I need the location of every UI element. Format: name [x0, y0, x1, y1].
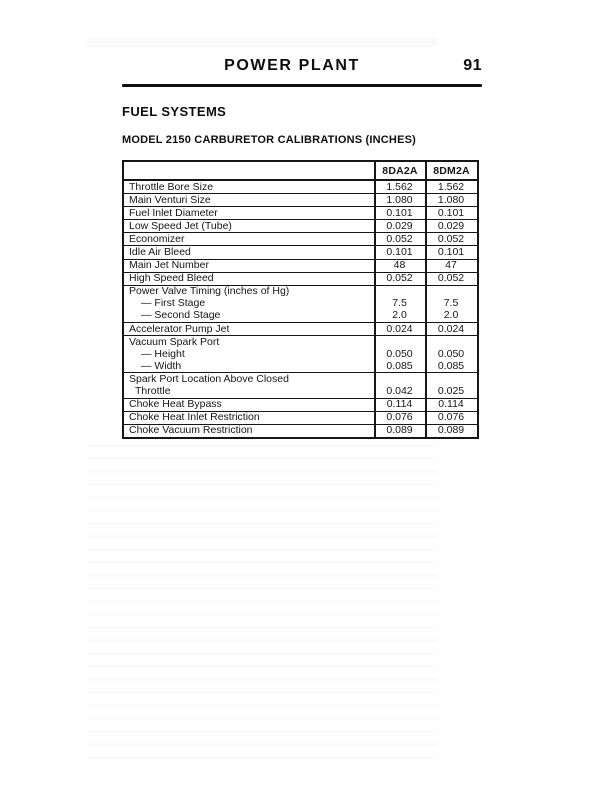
row-label: — Width — [141, 360, 182, 372]
table-header-col-8dm2a: 8DM2A — [426, 161, 478, 180]
table-row — [123, 285, 478, 298]
row-value: 0.050 — [375, 348, 426, 360]
row-label: High Speed Bleed — [123, 272, 375, 285]
table-row — [123, 259, 478, 272]
table-row — [123, 180, 478, 194]
row-label: Choke Vacuum Restriction — [123, 424, 375, 438]
table-header-col-8da2a: 8DA2A — [375, 161, 426, 180]
table-row — [123, 298, 478, 310]
row-value: 0.024 — [426, 323, 478, 336]
row-label: — Second Stage — [141, 309, 221, 322]
row-value: 0.101 — [375, 246, 426, 259]
row-value: 1.080 — [375, 194, 426, 207]
table-row — [123, 424, 478, 438]
row-value: 0.052 — [375, 233, 426, 246]
row-value: 0.085 — [426, 360, 478, 373]
row-value: 0.101 — [426, 246, 478, 259]
calibration-table-wrap — [122, 160, 479, 439]
running-header-title: POWER PLANT — [224, 57, 360, 74]
row-label: Fuel Inlet Diameter — [123, 207, 375, 220]
row-label: Economizer — [123, 233, 375, 246]
row-value: 0.101 — [375, 207, 426, 220]
row-value: 0.101 — [426, 207, 478, 220]
table-row — [123, 207, 478, 220]
row-value: 1.562 — [426, 180, 478, 194]
table-row — [123, 373, 478, 386]
row-value: 0.076 — [426, 411, 478, 424]
row-label: — Height — [141, 348, 185, 360]
scan-artifact-streaks — [87, 444, 437, 760]
row-value: 0.085 — [375, 360, 426, 373]
table-row — [123, 386, 478, 399]
row-label: Accelerator Pump Jet — [123, 323, 375, 336]
row-value — [375, 373, 426, 386]
row-value: 0.052 — [375, 272, 426, 285]
table-title: MODEL 2150 CARBURETOR CALIBRATIONS (INCHES) — [122, 134, 417, 146]
row-value: 7.5 — [375, 298, 426, 310]
row-label: Throttle — [135, 385, 171, 398]
row-value: 0.025 — [426, 386, 478, 399]
row-value: 0.029 — [426, 220, 478, 233]
row-value — [426, 336, 478, 349]
table-header-row — [123, 161, 478, 180]
header-rule — [122, 84, 482, 87]
table-row — [123, 323, 478, 336]
row-label: Main Venturi Size — [123, 194, 375, 207]
table-row — [123, 336, 478, 349]
row-value: 0.042 — [375, 386, 426, 399]
row-label: Idle Air Bleed — [123, 246, 375, 259]
row-value: 0.052 — [426, 233, 478, 246]
row-label: Low Speed Jet (Tube) — [123, 220, 375, 233]
table-row — [123, 233, 478, 246]
table-row — [123, 272, 478, 285]
row-value: 7.5 — [426, 298, 478, 310]
row-value — [426, 373, 478, 386]
section-title: FUEL SYSTEMS — [122, 104, 227, 119]
row-value: 0.024 — [375, 323, 426, 336]
row-value: 0.114 — [426, 398, 478, 411]
row-label: Vacuum Spark Port — [123, 336, 375, 349]
table-row — [123, 360, 478, 373]
row-label: Choke Heat Bypass — [123, 398, 375, 411]
row-value: 2.0 — [375, 310, 426, 323]
row-label: Spark Port Location Above Closed — [123, 373, 375, 386]
table-row — [123, 246, 478, 259]
row-value — [375, 336, 426, 349]
row-label: Throttle Bore Size — [123, 180, 375, 194]
row-label: — First Stage — [141, 297, 206, 310]
row-value: 0.089 — [426, 424, 478, 438]
calibration-table-body — [123, 180, 478, 438]
row-value: 1.080 — [426, 194, 478, 207]
row-value: 0.114 — [375, 398, 426, 411]
row-value — [375, 285, 426, 298]
table-row — [123, 348, 478, 360]
row-value: 1.562 — [375, 180, 426, 194]
row-value: 0.076 — [375, 411, 426, 424]
row-value: 0.029 — [375, 220, 426, 233]
row-label: Power Valve Timing (inches of Hg) — [123, 285, 375, 298]
scan-artifact-band — [87, 38, 437, 47]
row-value: 0.089 — [375, 424, 426, 438]
calibration-table — [122, 160, 479, 439]
page-number: 91 — [463, 57, 482, 74]
row-value: 0.050 — [426, 348, 478, 360]
row-label: Choke Heat Inlet Restriction — [123, 411, 375, 424]
row-value: 2.0 — [426, 310, 478, 323]
table-row — [123, 310, 478, 323]
row-value — [426, 285, 478, 298]
table-row — [123, 220, 478, 233]
row-value: 47 — [426, 259, 478, 272]
table-row — [123, 411, 478, 424]
row-value: 48 — [375, 259, 426, 272]
table-row — [123, 194, 478, 207]
table-header-empty-cell — [123, 161, 375, 180]
table-row — [123, 398, 478, 411]
row-label: Main Jet Number — [123, 259, 375, 272]
row-value: 0.052 — [426, 272, 478, 285]
